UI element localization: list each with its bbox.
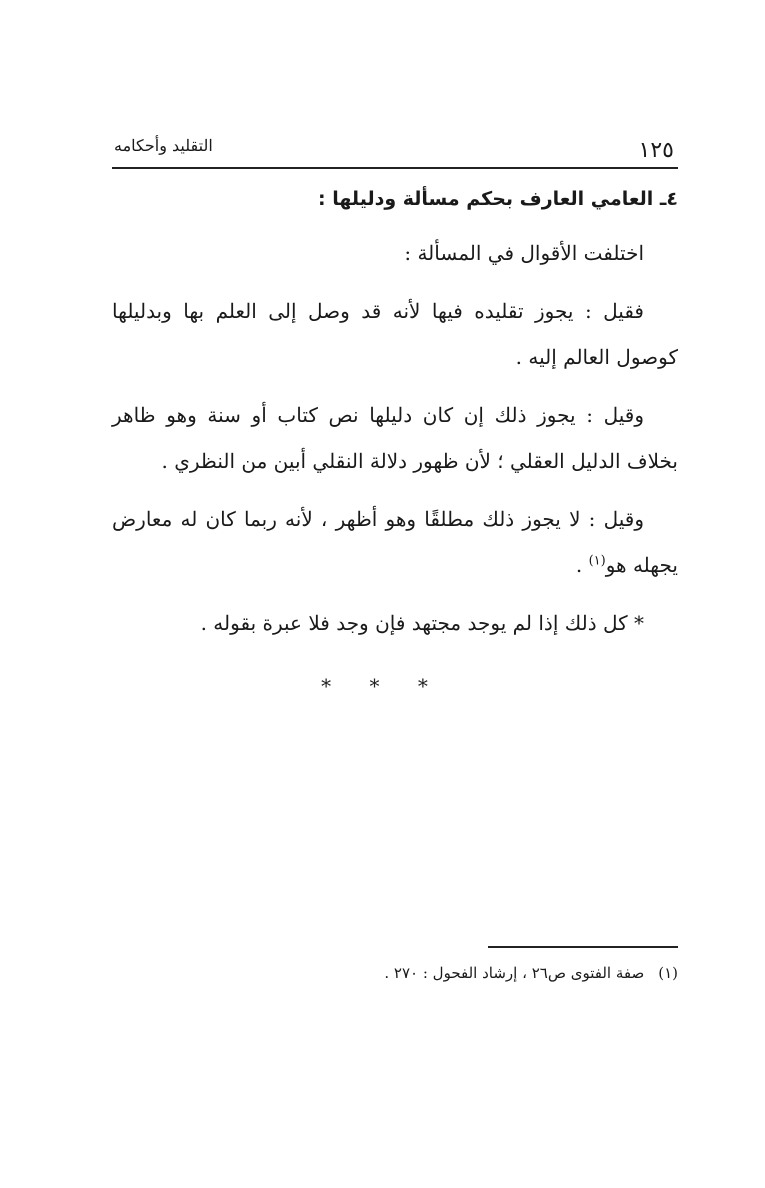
page-number: ١٢٥ bbox=[638, 138, 674, 163]
running-title: التقليد وأحكامه bbox=[114, 136, 213, 155]
main-text bbox=[112, 180, 678, 658]
header-rule bbox=[112, 167, 678, 169]
page-header bbox=[112, 130, 678, 166]
opinion-paragraph-1 bbox=[112, 288, 678, 380]
footnote-rule bbox=[488, 946, 678, 948]
section-heading: ٤ـ العامي العارف بحكم مسألة ودليلها : bbox=[318, 188, 678, 210]
intro-paragraph bbox=[112, 230, 678, 276]
intro-text: اختلفت الأقوال في المسألة : bbox=[404, 241, 644, 265]
opinion-paragraph-2 bbox=[112, 392, 678, 484]
opinion-text-1: فقيل : يجوز تقليده فيها لأنه قد وصل إلى العلم بها وبدليلها كوصول العالم إليه . bbox=[112, 299, 678, 369]
opinion-3-end: . bbox=[575, 553, 589, 577]
conclusion-text: * كل ذلك إذا لم يوجد مجتهد فإن وجد فلا عبرة بقوله . bbox=[200, 611, 644, 635]
opinion-text-3: وقيل : لا يجوز ذلك مطلقًا وهو أظهر ، لأنه ربما كان له معارض يجهله هو bbox=[112, 507, 678, 577]
footnote bbox=[112, 960, 678, 986]
footnote-number: (١) bbox=[658, 964, 678, 982]
conclusion-paragraph bbox=[112, 600, 678, 646]
opinion-paragraph-3 bbox=[112, 496, 678, 588]
footnote-reference: (١) bbox=[588, 553, 606, 569]
footnote-text: صفة الفتوى ص٢٦ ، إرشاد الفحول : ٢٧٠ . bbox=[384, 964, 645, 982]
opinion-text-2: وقيل : يجوز ذلك إن كان دليلها نص كتاب أو سنة وهو ظاهر بخلاف الدليل العقلي ؛ لأن ظهور دلالة النقلي أبين من النظري . bbox=[112, 403, 678, 473]
section-separator: * * * bbox=[321, 674, 444, 698]
